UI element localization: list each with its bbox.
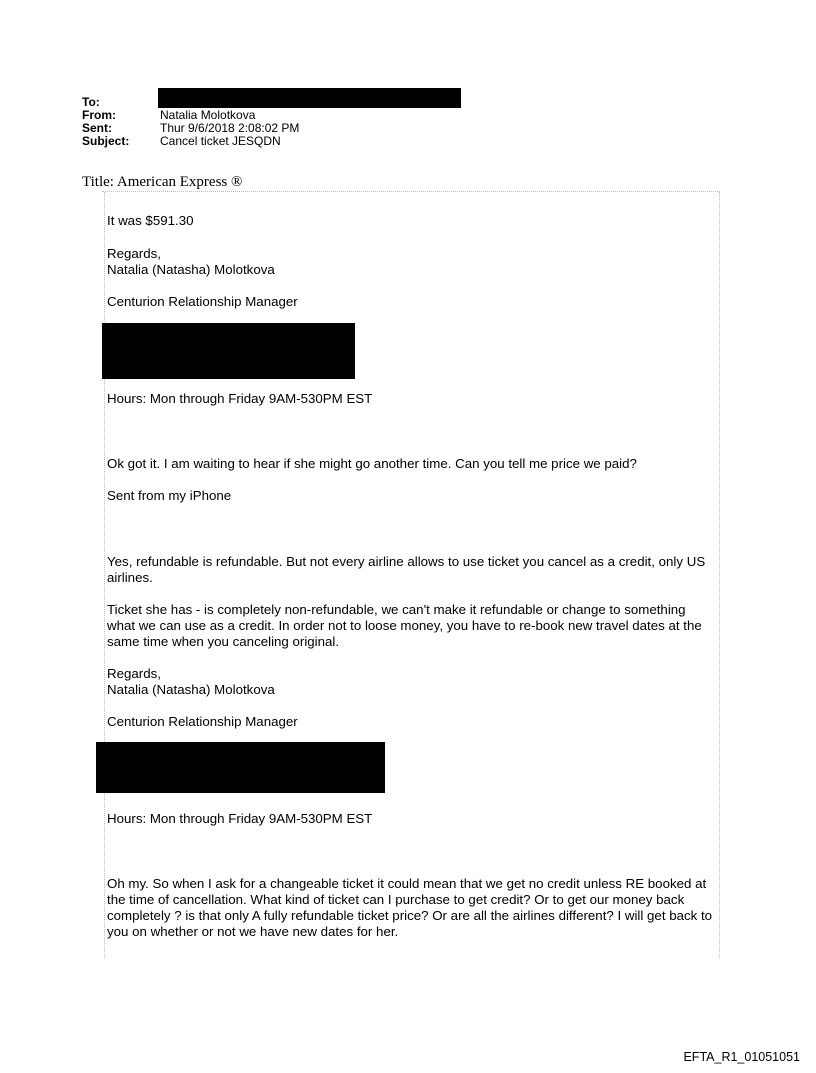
subject-value: Cancel ticket JESQDN xyxy=(160,134,281,148)
subject-label: Subject: xyxy=(82,134,130,148)
signature-role-2: Centurion Relationship Manager xyxy=(107,714,298,729)
signature-name: Natalia (Natasha) Molotkova xyxy=(107,262,275,277)
signature-hours-2: Hours: Mon through Friday 9AM-530PM EST xyxy=(107,811,373,826)
sent-from-iphone: Sent from my iPhone xyxy=(107,488,232,503)
message-price: It was $591.30 xyxy=(107,213,194,228)
reply-message: Ok got it. I am waiting to hear if she might go another time. Can you tell me price we paid? xyxy=(107,456,637,471)
refund-paragraph-2: Ticket she has - is completely non-refundable, we can't make it refundable or change to something what we can use as a credit. In order not to loose money, you have to re-book new travel dates at the same time when you canceling original. xyxy=(107,602,702,649)
sent-label: Sent: xyxy=(82,121,112,135)
subject-row xyxy=(82,135,299,148)
redaction-contact-block-2 xyxy=(96,742,385,793)
redaction-to-address xyxy=(158,88,461,108)
signature-name-2: Natalia (Natasha) Molotkova xyxy=(107,682,275,697)
document-title: Title: American Express ® xyxy=(82,174,243,190)
sent-value: Thur 9/6/2018 2:08:02 PM xyxy=(160,121,300,135)
refund-paragraph-1: Yes, refundable is refundable. But not every airline allows to use ticket you cancel as a credit, only US airlines. xyxy=(107,554,706,585)
redaction-contact-block xyxy=(102,323,355,379)
to-label: To: xyxy=(82,95,100,109)
from-label: From: xyxy=(82,108,116,122)
from-value: Natalia Molotkova xyxy=(160,108,256,122)
signature-hours: Hours: Mon through Friday 9AM-530PM EST xyxy=(107,391,373,406)
signature-role: Centurion Relationship Manager xyxy=(107,294,298,309)
signature-regards: Regards, xyxy=(107,246,161,261)
bates-number: EFTA_R1_01051051 xyxy=(683,1050,800,1064)
signature-regards-2: Regards, xyxy=(107,666,161,681)
question-message: Oh my. So when I ask for a changeable ticket it could mean that we get no credit unless RE booked at the time of cancellation. What kind of ticket can I purchase to get credit? Or to get our money back completely ? is that only A fully refundable ticket price? Or are all the airlines different? I will get back to you on whether or not we have new dates for her. xyxy=(107,876,713,939)
